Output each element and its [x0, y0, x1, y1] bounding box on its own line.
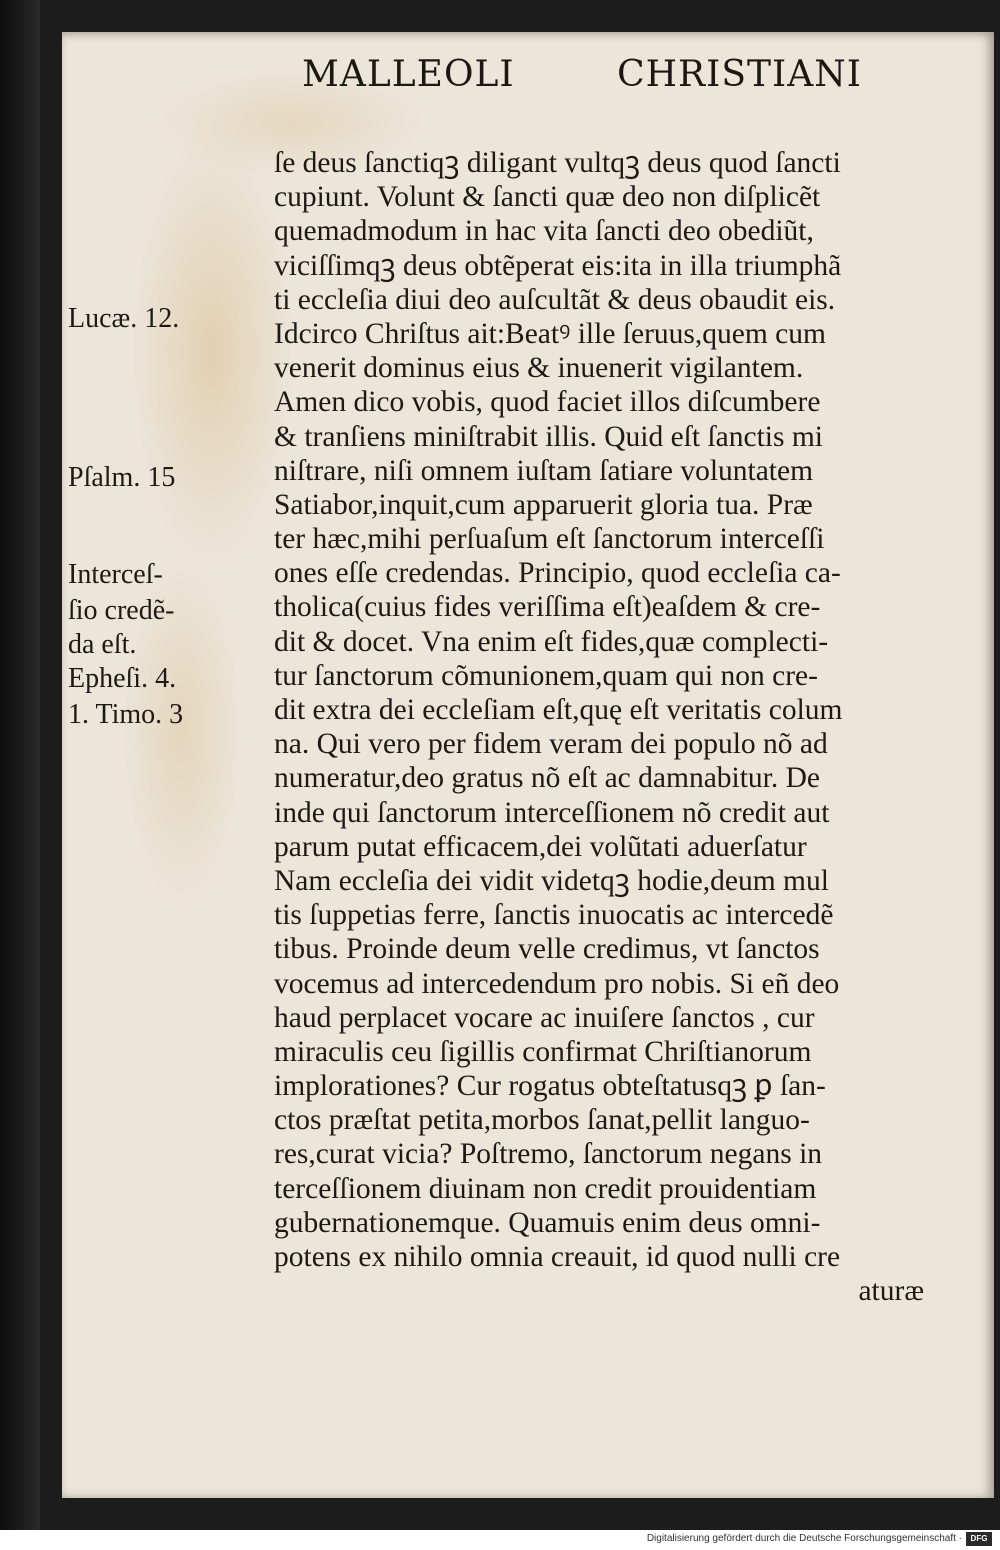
margin-note-timothy: 1. Timo. 3	[68, 699, 184, 730]
catchword: aturæ	[858, 1275, 924, 1308]
body-line: ti eccleſia diui deo auſcultãt & deus obaudit eis.	[274, 283, 836, 316]
body-line: tur ſanctorum cõmunionem,quam qui non cre-	[274, 659, 818, 692]
margin-note-psalm: Pſalm. 15	[68, 462, 176, 493]
body-line: cupiunt. Volunt & ſancti quæ deo non diſplicẽt	[274, 181, 821, 214]
body-line: venerit dominus eius & inuenerit vigilantem.	[274, 352, 804, 385]
margin-note-intercession-2: ſio credẽ-	[68, 595, 175, 626]
body-line: vocemus ad intercedendum pro nobis. Si eñ deo	[274, 967, 840, 1000]
body-line: niſtrare, niſi omnem iuſtam ſatiare voluntatem	[274, 454, 814, 487]
margin-note-luke: Lucæ. 12.	[68, 303, 180, 334]
body-line: miraculis ceu ſigillis confirmat Chriſtianorum	[274, 1035, 812, 1068]
body-line: potens ex nihilo omnia creauit, id quod nulli cre	[274, 1241, 841, 1273]
body-line: haud perplacet vocare ac inuiſere ſanctos , cur	[274, 1001, 815, 1034]
body-line: numeratur,deo gratus nõ eſt ac damnabitur. De	[274, 762, 821, 795]
body-line: ſe deus ſanctiqꝫ diligant vultqꝫ deus quod ſancti	[274, 147, 841, 179]
body-line: inde qui ſanctorum interceſſionem nõ credit aut	[274, 796, 830, 829]
body-line: Satiabor,inquit,cum apparuerit gloria tua. Præ	[274, 488, 813, 521]
running-head-left: MALLEOLI	[302, 54, 515, 95]
body-line: na. Qui vero per fidem veram dei populo nõ ad	[274, 728, 828, 761]
body-line: tholica(cuius fides veriſſima eſt)eaſdem & cre-	[274, 591, 821, 624]
running-head	[302, 54, 862, 95]
body-line: quemadmodum in hac vita ſancti deo obediũt,	[274, 215, 814, 248]
dfg-logo-icon: DFG	[966, 1532, 992, 1546]
margin-note-intercession-1: Interceſ-	[68, 559, 163, 590]
body-line: gubernationemque. Quamuis enim deus omni-	[274, 1206, 821, 1239]
body-line: ctos præſtat petita,morbos ſanat,pellit languo-	[274, 1104, 810, 1137]
body-line: tibus. Proinde deum velle credimus, vt ſanctos	[274, 933, 820, 966]
body-line: ones eſſe credendas. Principio, quod eccleſia ca-	[274, 557, 841, 590]
body-line: Idcirco Chriſtus ait:Beatꝰ ille ſeruus,quem cum	[274, 317, 826, 350]
body-text	[274, 146, 924, 1308]
running-head-right: CHRISTIANI	[617, 54, 862, 95]
footer-bar	[0, 1530, 1000, 1550]
body-line: & tranſiens miniſtrabit illis. Quid eſt ſanctis mi	[274, 420, 823, 453]
body-line: implorationes? Cur rogatus obteſtatusqꝫ ꝑ ſan-	[274, 1070, 826, 1103]
body-line: res,curat vicia? Poſtremo, ſanctorum negans in	[274, 1138, 823, 1171]
body-line: Amen dico vobis, quod faciet illos diſcumbere	[274, 386, 821, 419]
body-line: Nam eccleſia dei vidit videtqꝫ hodie,deum mul	[274, 864, 829, 897]
body-line: dit extra dei eccleſiam eſt,quę eſt veritatis colum	[274, 694, 843, 726]
body-line: dit & docet. Vna enim eſt fides,quæ complecti-	[274, 625, 829, 658]
body-line: viciſſimqꝫ deus obtẽperat eis:ita in illa triumphã	[274, 249, 842, 282]
body-line: tis ſuppetias ferre, ſanctis inuocatis ac intercedẽ	[274, 899, 834, 932]
body-line: parum putat efficacem,dei volũtati aduerſatur	[274, 830, 807, 863]
funding-credit: Digitalisierung gefördert durch die Deutsche Forschungsgemeinschaft ·	[646, 1533, 962, 1544]
margin-note-ephesians: Epheſi. 4.	[68, 663, 177, 694]
body-line: ter hæc,mihi perſuaſum eſt ſanctorum interceſſi	[274, 523, 825, 556]
margin-note-intercession-3: da eſt.	[68, 629, 137, 660]
body-line: terceſſionem diuinam non credit prouidentiam	[274, 1172, 817, 1205]
